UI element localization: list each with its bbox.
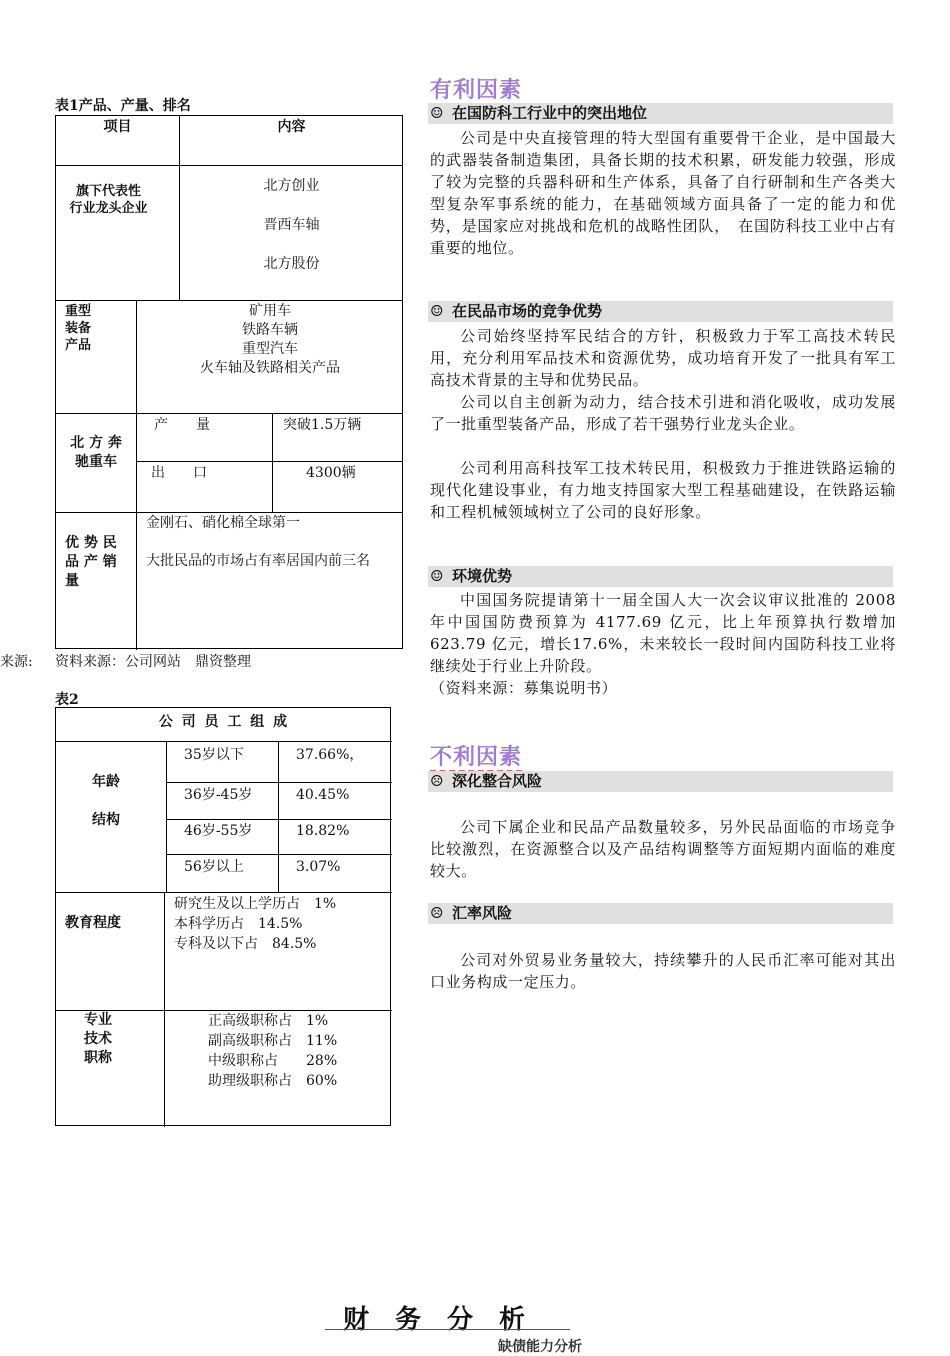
source-note: （资料来源：募集说明书） bbox=[430, 679, 618, 697]
section-heading-bar bbox=[428, 903, 893, 924]
paragraph: 公司始终坚持军民结合的方针，积极致力于军工高技术转民用，充分利用军品技术和资源优势，成功培育开发了一批具有军工高技术背景的主导和优势民品。 bbox=[430, 327, 896, 389]
section-heading: 汇率风险 bbox=[452, 904, 513, 922]
section-heading: 在民品市场的竞争优势 bbox=[452, 302, 603, 320]
export-value: 4300辆 bbox=[306, 465, 356, 481]
paragraph: 公司利用高科技军工技术转民用，积极致力于推进铁路运输的现代化建设事业，有力地支持国家大型工程基础建设，在铁路运输和工程机械领域树立了公司的良好形象。 bbox=[430, 459, 896, 521]
civil-label: 优 势 民 品 产 销 量 bbox=[65, 535, 117, 589]
frown-icon: ☹ bbox=[430, 904, 444, 922]
section-heading-bar bbox=[428, 771, 893, 792]
smile-icon: ☺ bbox=[430, 567, 444, 585]
paragraph: 公司以自主创新为动力，结合技术引进和消化吸收，成功发展了一批重型装备产品，形成了若干强势行业龙头企业。 bbox=[430, 393, 896, 433]
age-range: 56岁以上 bbox=[184, 859, 244, 875]
unfavorable-title: 不利因素 bbox=[430, 744, 523, 770]
table1-source: 资料来源：公司网站 鼎资整理 bbox=[55, 654, 251, 670]
footer-subtitle: 缺债能力分析 bbox=[498, 1339, 582, 1355]
section-heading-bar bbox=[428, 301, 893, 322]
header-content: 内容 bbox=[277, 119, 306, 135]
age-label: 年龄 结构 bbox=[92, 774, 120, 828]
enterprises-label: 旗下代表性 行业龙头企业 bbox=[69, 184, 148, 216]
smile-icon: ☺ bbox=[430, 302, 444, 320]
titles-lines: 正高级职称占 1% 副高级职称占 11% 中级职称占 28% 助理级职称占 60% bbox=[208, 1013, 338, 1089]
education-lines: 研究生及以上学历占 1% 本科学历占 14.5% 专科及以下占 84.5% bbox=[174, 896, 337, 952]
favorable-title: 有利因素 bbox=[430, 77, 523, 103]
paragraph: 中国国务院提请第十一届全国人大一次会议审议批准的 2008 年中国国防费预算为 4177.69 亿元，比上年预算执行数增加 623.79 亿元，增长17.6%，未来较长一段时间内国防科技工业将继续处于行业上升阶段。 bbox=[430, 591, 896, 675]
heavy-products: 矿用车 铁路车辆 重型汽车 火车轴及铁路相关产品 bbox=[200, 303, 340, 376]
age-pct: 18.82% bbox=[296, 823, 350, 839]
age-range: 46岁-55岁 bbox=[184, 823, 253, 839]
smile-icon: ☺ bbox=[430, 104, 444, 122]
table1-caption: 表1产品、产量、排名 bbox=[55, 98, 191, 114]
education-label: 教育程度 bbox=[65, 915, 121, 931]
footer-rule bbox=[325, 1329, 570, 1330]
paragraph: 公司对外贸易业务量较大，持续攀升的人民币汇率可能对其出口业务构成一定压力。 bbox=[430, 951, 896, 991]
section-heading-bar bbox=[428, 103, 893, 124]
product-table bbox=[55, 115, 403, 649]
staff-table bbox=[55, 707, 391, 1126]
section-heading: 在国防科工行业中的突出地位 bbox=[452, 104, 648, 122]
table2-caption: 表2 bbox=[55, 692, 79, 708]
age-pct: 40.45% bbox=[296, 787, 350, 803]
financial-analysis-title: 财务分析 bbox=[342, 1305, 551, 1335]
paragraph: 公司是中央直接管理的特大型国有重要骨干企业，是中国最大的武器装备制造集团，具备长期的技术积累，研发能力较强，形成了较为完整的兵器科研和生产体系，具备了自行研制和生产各类大型复杂军事系统的能力，在基础领域方面具备了一定的能力和优势，是国家应对挑战和危机的战略性团队， 在国防科技工业中占有重要的地位。 bbox=[430, 129, 896, 257]
section-heading: 环境优势 bbox=[452, 567, 513, 585]
export-label: 出 口 bbox=[151, 465, 207, 481]
section-heading-bar bbox=[428, 566, 893, 587]
civil-line1: 金刚石、硝化棉全球第一 bbox=[146, 515, 300, 531]
staff-title: 公 司 员 工 组 成 bbox=[158, 714, 290, 730]
civil-line2: 大批民品的市场占有率居国内前三名 bbox=[146, 553, 370, 569]
age-range: 35岁以下 bbox=[184, 747, 244, 763]
heavy-label: 重型 装备 产品 bbox=[65, 304, 92, 353]
titles-label: 专业 技术 职称 bbox=[84, 1012, 112, 1066]
age-pct: 37.66%， bbox=[296, 747, 364, 763]
source-prefix: 来源: bbox=[0, 654, 33, 670]
header-item: 项目 bbox=[103, 119, 132, 135]
output-value: 突破1.5万辆 bbox=[283, 417, 362, 433]
paragraph: 公司下属企业和民品产品数量较多，另外民品面临的市场竞争比较激烈，在资源整合以及产品结构调整等方面短期内面临的难度较大。 bbox=[430, 818, 896, 880]
output-label: 产 量 bbox=[154, 417, 210, 433]
frown-icon: ☹ bbox=[430, 772, 444, 790]
age-range: 36岁-45岁 bbox=[184, 787, 253, 803]
enterprise-list: 北方创业 晋西车轴 北方股份 bbox=[263, 178, 320, 272]
truck-label: 北 方 奔 驰重车 bbox=[70, 435, 122, 470]
section-heading: 深化整合风险 bbox=[452, 772, 543, 790]
age-pct: 3.07% bbox=[296, 859, 341, 875]
